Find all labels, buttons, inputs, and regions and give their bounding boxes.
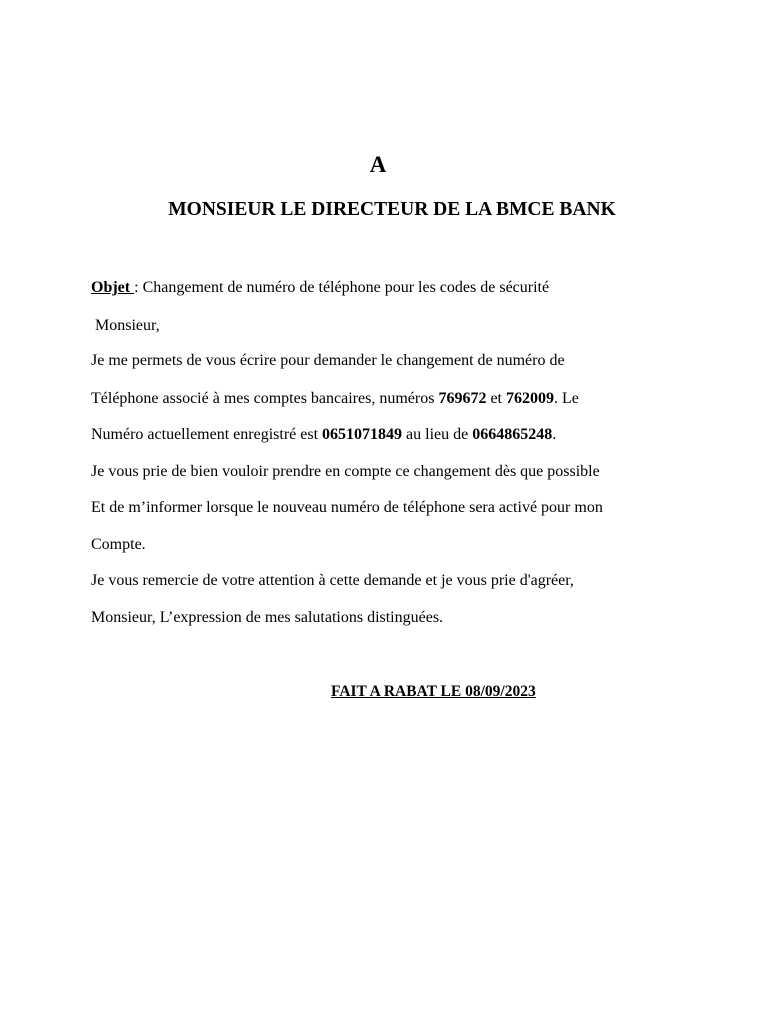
body-line-3 xyxy=(91,425,556,445)
body-line-2-suffix: . Le xyxy=(553,390,579,407)
account-number-1: 769672 xyxy=(438,390,487,407)
subject-text: Changement de numéro de téléphone pour les codes de sécurité xyxy=(142,279,550,296)
subject-line xyxy=(91,278,549,298)
subject-label: Objet xyxy=(91,279,135,296)
closing-line-1: Je vous remercie de votre attention à cette demande et je vous prie d'agréer, xyxy=(91,572,574,589)
body-line-3-prefix: Numéro actuellement enregistré est xyxy=(91,426,323,443)
salutation: Monsieur, xyxy=(95,317,160,334)
body-line-4: Je vous prie de bien vouloir prendre en compte ce changement dès que possible xyxy=(91,463,600,480)
body-line-5: Et de m’informer lorsque le nouveau numéro de téléphone sera activé pour mon xyxy=(91,499,603,516)
place-date-signature: FAIT A RABAT LE 08/09/2023 xyxy=(331,683,536,700)
body-line-2-mid: et xyxy=(486,390,506,407)
account-number-2: 762009 xyxy=(505,390,554,407)
phone-current: 0651071849 xyxy=(322,426,403,443)
body-line-3-suffix: . xyxy=(552,426,557,443)
closing-line-2: Monsieur, L’expression de mes salutations distinguées. xyxy=(91,609,444,626)
body-line-3-mid: au lieu de xyxy=(402,426,473,443)
body-line-2-prefix: Téléphone associé à mes comptes bancaires, numéros xyxy=(91,390,439,407)
body-line-1: Je me permets de vous écrire pour demander le changement de numéro de xyxy=(91,352,565,369)
body-line-2 xyxy=(91,389,579,409)
phone-new: 0664865248 xyxy=(472,426,553,443)
header-a: A xyxy=(369,152,387,177)
recipient-heading: MONSIEUR LE DIRECTEUR DE LA BMCE BANK xyxy=(168,199,616,220)
body-line-6: Compte. xyxy=(91,536,146,553)
subject-separator: : xyxy=(134,279,143,296)
